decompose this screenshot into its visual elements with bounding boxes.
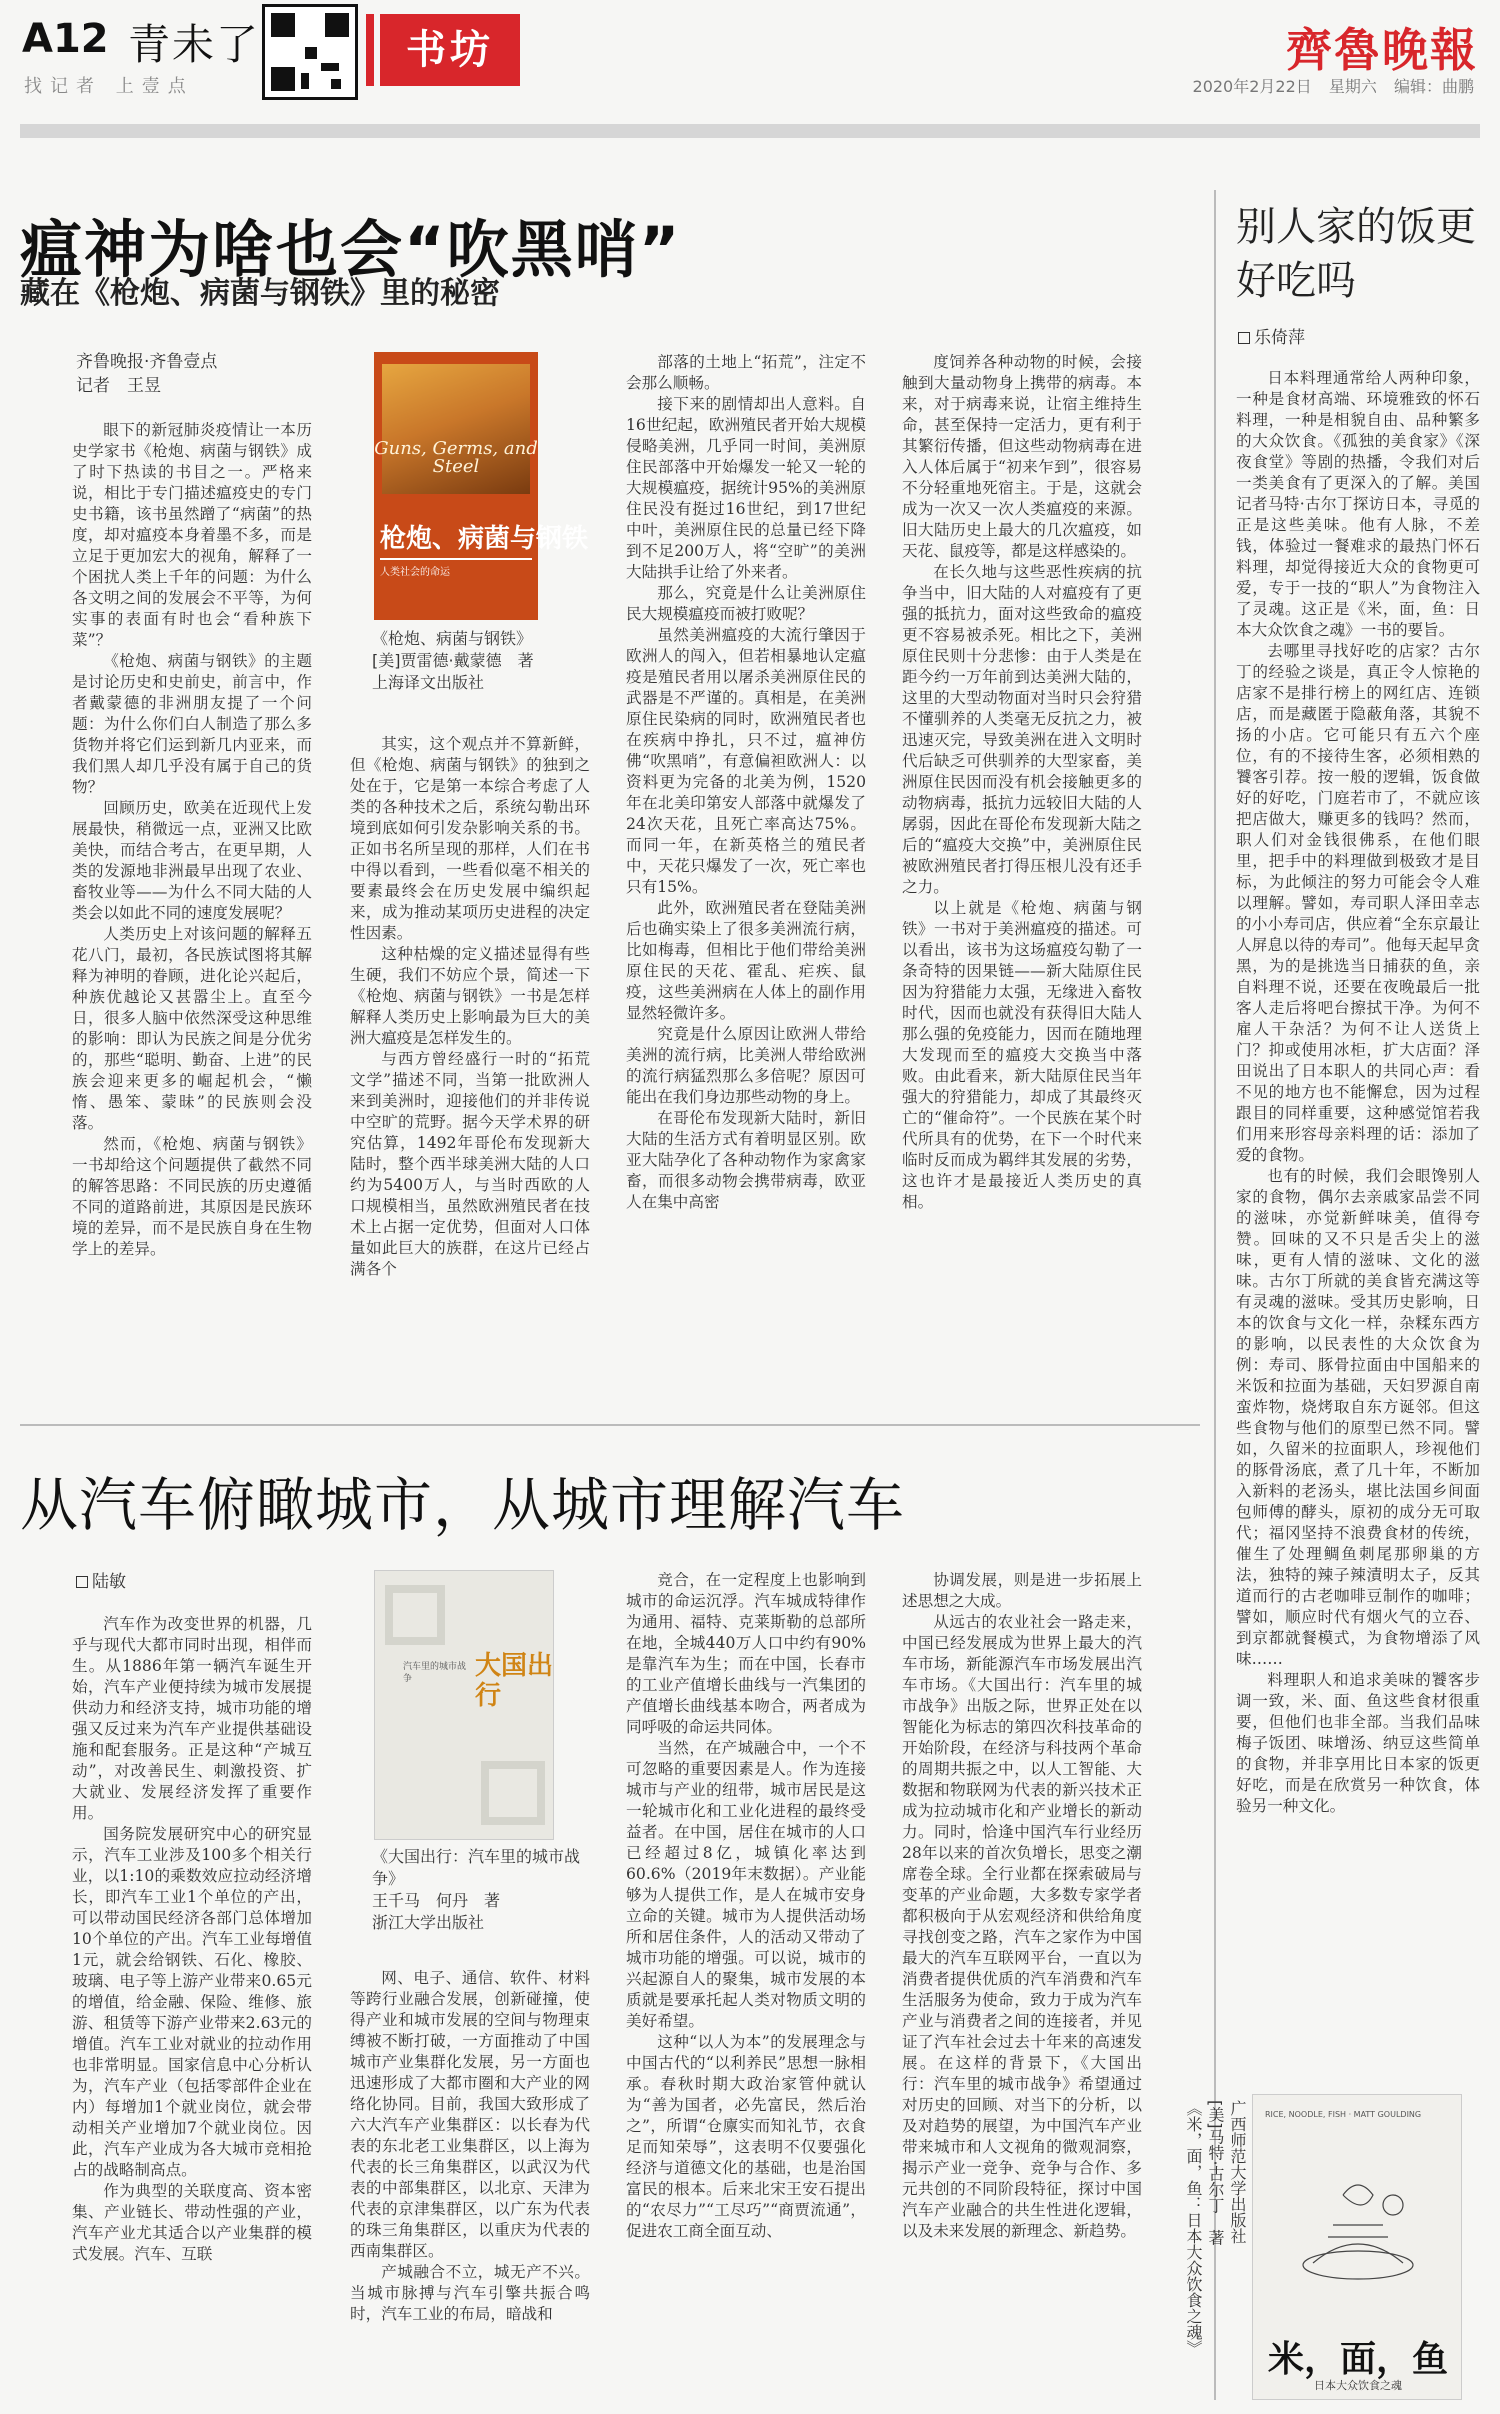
- book-caption-publisher: 浙江大学出版社: [372, 1913, 485, 1932]
- book-caption-title: 《枪炮、病菌与钢铁》: [372, 629, 533, 648]
- book-caption-author: [美]马特·古尔丁 著: [1206, 2100, 1225, 2246]
- paragraph: 部落的土地上“拓荒”，注定不会那么顺畅。: [626, 353, 866, 392]
- article3-book-caption: [1182, 2100, 1248, 2400]
- article3-byline-name: 乐倚萍: [1254, 328, 1305, 348]
- paragraph: 汽车作为改变世界的机器，几乎与现代大都市同时出现，相伴而生。从1886年第一辆汽车诞生开始，汽车产业便持续为城市发展提供动力和经济支持，城市功能的增强又反过来为汽车产业提供基础设施和配套服务。正是这种“产城互动”，对改善民生、刺激投资、扩大就业、发展经济发挥了重要作用。: [72, 1615, 312, 1822]
- article1-column-2: [350, 734, 590, 1410]
- paragraph: 然而，《枪炮、病菌与钢铁》一书却给这个问题提供了截然不同的解答思路：不同民族的历史遵循不同的道路前进，其原因是民族环境的差异，而不是民族自身在生物学上的差异。: [72, 1135, 312, 1258]
- paragraph: 那么，究竟是什么让美洲原住民大规模瘟疫而被打败呢？: [626, 584, 866, 623]
- article2-book-caption: [372, 1846, 592, 1934]
- article2-column-2: [350, 1968, 590, 2404]
- paragraph: 其实，这个观点并不算新鲜，但《枪炮、病菌与钢铁》的独到之处在于，它是第一本综合考虑了人类的各种技术之后，系统勾勒出环境到底如何引发杂影响关系的书。正如书名所呈现的那样，人们在书中得以看到，一些看似毫不相关的要素最终会在历史发展中编织起来，成为推动某项历史进程的决定性因素。: [350, 735, 590, 942]
- paragraph: 在哥伦布发现新大陆时，新旧大陆的生活方式有着明显区别。欧亚大陆孕化了各种动物作为家禽家畜，而很多动物会携带病毒，欧亚人在集中高密: [626, 1109, 866, 1211]
- article3-title: 别人家的饭更好吃吗: [1236, 204, 1476, 304]
- book-caption-publisher: 上海译文出版社: [372, 673, 485, 692]
- paragraph: 产城融合不立，城无产不兴。当城市脉搏与汽车引擎共振合鸣时，汽车工业的布局，暗战和: [350, 2263, 590, 2323]
- paragraph: 这种枯燥的定义描述显得有些生硬，我们不妨应个景，简述一下《枪炮、病菌与钢铁》一书是怎样解释人类历史上影响最为巨大的美洲大瘟疫是怎样发生的。: [350, 945, 590, 1047]
- paragraph: 作为典型的关联度高、资本密集、产业链长、带动性强的产业，汽车产业尤其适合以产业集群的模式发展。汽车、互联: [72, 2182, 312, 2263]
- paragraph: 究竟是什么原因让欧洲人带给美洲的流行病，比美洲人带给欧洲的流行病猛烈那么多倍呢？原因可能出在我们身边那些动物的身上。: [626, 1025, 866, 1106]
- paragraph: 协调发展，则是进一步拓展上述思想之大成。: [902, 1571, 1142, 1610]
- book-caption-author: [美]贾雷德·戴蒙德 著: [372, 651, 534, 670]
- issue-date: 2020年2月22日: [1192, 77, 1312, 96]
- book-cover-sketch: [1283, 2155, 1433, 2305]
- book-cover-subtitle: 日本大众饮食之魂: [1314, 2379, 1402, 2392]
- book-caption-title: 《大国出行：汽车里的城市战争》: [372, 1847, 581, 1888]
- article1-column-1: [72, 420, 312, 1410]
- paragraph: 料理职人和追求美味的饕客步调一致，米、面、鱼这些食材很重要，但他们也非全部。当我们品味梅子饭团、味增汤、纳豆这些简单的食物，并非享用比日本家的饭更好吃，而是在欣赏另一种饮食，体验另一种文化。: [1236, 1671, 1480, 1815]
- article2-column-3: [626, 1570, 866, 2404]
- article1-column-4: [902, 352, 1142, 1410]
- paragraph: 这种“以人为本”的发展理念与中国古代的“以利养民”思想一脉相承。春秋时期大政治家管仲就认为“善为国者，必先富民，然后治之”，所谓“仓廪实而知礼节，衣食足而知荣辱”，这表明不仅要强化经济与道德文化的基础，也是治国富民的根本。后来北宋王安石提出的“农尽力”“工尽巧”“商贾流通”，促进农工商全面互动、: [626, 2033, 866, 2240]
- book-caption-title: 《米，面，鱼：日本大众饮食之魂》: [1184, 2100, 1203, 2356]
- article1-byline-reporter: 记者 王昱: [76, 376, 161, 396]
- article2-column-4: [902, 1570, 1142, 2404]
- article2-column-1: [72, 1614, 312, 2404]
- paragraph: 与西方曾经盛行一时的“拓荒文学”描述不同，当第一批欧洲人来到美洲时，迎接他们的并非传说中空旷的荒野。据今天学术界的研究估算，1492年哥伦布发现新大陆时，整个西半球美洲大陆的人口约为5400万人，与当时西欧的人口规模相当，虽然欧洲殖民者在技术上占据一定优势，但面对人口体量如此巨大的族群，在这片已经占满各个: [350, 1050, 590, 1278]
- paragraph: 眼下的新冠肺炎疫情让一本历史学家书《枪炮、病菌与钢铁》成了时下热读的书目之一。严格来说，相比于专门描述瘟疫史的专门史书籍，该书虽然蹭了“病菌”的热度，却对瘟疫本身着墨不多，而是立足于更加宏大的视角，解释了一个困扰人类上千年的问题：为什么各文明之间的发展会不平等，为何实事的表面有时也会“看种族下菜”？: [72, 421, 312, 649]
- article1-title: 瘟神为啥也会“吹黑哨”: [20, 213, 682, 286]
- article1-subtitle: 藏在《枪炮、病菌与钢铁》里的秘密: [20, 276, 500, 311]
- paragraph: 也有的时候，我们会眼馋别人家的食物，偶尔去亲戚家品尝不同的滋味，亦觉新鲜味美，值得夸赞。回味的又不只是舌尖上的滋味，更有人情的滋味、文化的滋味。古尔丁所就的美食皆充满这等有灵魂的滋味。受其历史影响，日本的饮食与文化一样，杂糅东西方的影响，以民表性的大众饮食为例：寿司、豚骨拉面由中国船来的米饭和拉面为基础，天妇罗源自南蛮炸物，烧烤取自东方诞邻。但这些食物与他们的原型已然不同。譬如，久留米的拉面职人，珍视他们的豚骨汤底，煮了几十年，不断加入新料的老汤头，堪比法国乡间面包师傅的酵头，原初的成分无可取代；福冈坚持不浪费食材的传统，催生了处理鲷鱼刺尾那卵巢的方法，独特的辣子辣漬明太子，反其道而行的古老咖啡豆制作的咖啡；譬如，顺应时代有烟火气的立吞、到京都就餐模式，为食物增添了风味……: [1236, 1167, 1480, 1668]
- paragraph: 此外，欧洲殖民者在登陆美洲后也确实染上了很多美洲流行病，比如梅毒，但相比于他们带给美洲原住民的天花、霍乱、疟疾、鼠疫，这些美洲病在人体上的副作用显然轻微许多。: [626, 899, 866, 1022]
- book-cover-cn-title: 枪炮、病菌与钢铁: [380, 524, 589, 554]
- header-divider: [20, 124, 1480, 138]
- paragraph: 日本料理通常给人两种印象，一种是食材高端、环境雅致的怀石料理，一种是相貌自由、品种繁多的大众饮食。《孤独的美食家》《深夜食堂》等剧的热播，令我们对后一类美食有了更深入的了解。美国记者马特·古尔丁探访日本，寻觅的正是这些美味。他有人脉，不差钱，体验过一餐难求的最热门怀石料理，却觉得接近大众的食物更可爱，专于一技的“职人”为食物注入了灵魂。这正是《米，面，鱼：日本大众饮食之魂》一书的要旨。: [1236, 369, 1480, 639]
- paragraph: 回顾历史，欧美在近现代上发展最快，稍微远一点，亚洲又比欧美快，而结合考古，在更早期，人类的发源地非洲最早出现了农业、畜牧业等——为什么不同大陆的人类会以如此不同的速度发展呢？: [72, 799, 312, 922]
- article3-byline: [1238, 326, 1305, 350]
- paragraph: 去哪里寻找好吃的店家？古尔丁的经验之谈是，真正令人惊艳的店家不是排行榜上的网红店、连锁店，而是藏匿于隐蔽角落，其貌不扬的小店。它可能只有五六个座位，有的不接待生客，必须相熟的饕客引荐。按一般的逻辑，饭食做好的好吃，门庭若市了，不就应该把店做大，赚更多的钱吗？然而，职人们对金钱很佛系，在他们眼里，把手中的料理做到极致才是目标，为此倾注的努力可能会令人难以理解。譬如，寿司职人泽田幸志的小小寿司店，供应着“全东京最让人屏息以待的寿司”。他每天起早贪黑，为的是挑选当日捕获的鱼，亲自料理不说，还要在夜晚最后一批客人走后将吧台擦拭干净。为何不雇人干杂活？为何不让人送货上门？抑或使用冰柜，扩大店面？泽田说出了日本职人的共同心声：看不见的地方也不能懈怠，因为过程跟目的同样重要，这种感觉馆若我们用来形容母亲料理的话：添加了爱的食物。: [1236, 642, 1480, 1164]
- page-subtitle: 找记者 上壹点: [24, 76, 194, 97]
- paragraph: 《枪炮、病菌与钢铁》的主题是讨论历史和史前史，前言中，作者戴蒙德的非洲朋友提了一个问题：为什么你们白人制造了那么多货物并将它们运到新几内亚来，而我们黑人却几乎没有属于自己的货物？: [72, 652, 312, 796]
- page-name: 青未了: [128, 20, 261, 69]
- paragraph: 以上就是《枪炮、病菌与钢铁》一书对于美洲瘟疫的描述。可以看出，该书为这场瘟疫勾勒了一条奇特的因果链——新大陆原住民因为狩猎能力太强，无缘进入畜牧时代，因而也就没有获得旧大陆人那么强的免疫能力，因而在随地理大发现而至的瘟疫大交换当中落败。由此看来，新大陆原住民当年强大的狩猎能力，却成了其最终灭亡的“催命符”。一个民族在某个时代所具有的优势，在下一个时代来临时反而成为羁绊其发展的劣势，这也许才是最接近人类历史的真相。: [902, 899, 1142, 1211]
- article1-book-caption: [372, 628, 612, 694]
- article1-byline: [76, 350, 217, 398]
- article3-book-cover: [1252, 2094, 1462, 2400]
- paragraph: 虽然美洲瘟疫的大流行肇因于欧洲人的闯入，但若相暴地认定瘟疫是殖民者用以屠杀美洲原住民的武器是不严谨的。真相是，在美洲原住民染病的同时，欧洲殖民者也在疾病中挣扎，只不过，瘟神仿佛“吹黑哨”，有意偏袒欧洲人：以资料更为完备的北美为例，1520年在北美印第安人部落中就爆发了24次天花，且死亡率高达75%。而同一年，在新英格兰的殖民者中，天花只爆发了一次，死亡率也只有15%。: [626, 626, 866, 896]
- book-cover-subtitle: 汽车里的城市战争: [403, 1662, 467, 1684]
- paragraph: 国务院发展研究中心的研究显示，汽车工业涉及100多个相关行业，以1:10的乘数效应拉动经济增长，即汽车工业1个单位的产出，可以带动国民经济各部门总体增加10个单位的产出。汽车工业每增值1元，就会给钢铁、石化、橡胶、玻璃、电子等上游产业带来0.65元的增值，给金融、保险、维修、旅游、租赁等下游产业带来2.63元的增值。汽车工业对就业的拉动作用也非常明显。国家信息中心分析认为，汽车产业（包括零部件企业在内）每增加1个就业岗位，就会带动相关产业增加7个就业岗位。因此，汽车产业成为各大城市竞相抢占的战略制高点。: [72, 1825, 312, 2179]
- qr-code-icon: [262, 4, 358, 100]
- issue-meta: [1193, 74, 1474, 97]
- article2-title: 从汽车俯瞰城市，从城市理解汽车: [20, 1471, 906, 1539]
- paragraph: 从远古的农业社会一路走来，中国已经发展成为世界上最大的汽车市场，新能源汽车市场发展出汽车市场。《大国出行：汽车里的城市战争》出版之际，世界正处在以智能化为标志的第四次科技革命的开始阶段，在经济与科技两个革命的周期共振之中，以人工智能、大数据和物联网为代表的新兴技术正成为拉动城市化和产业增长的新动力。同时，恰逢中国汽车行业经历28年以来的首次负增长，思变之潮席卷全球。全行业都在探索破局与变革的产业命题，大多数专家学者都积极向于从宏观经济和供给角度寻找创变之路，汽车之家作为中国最大的汽车互联网平台，一直以为消费者提供优质的汽车消费和汽车生活服务为使命，致力于成为汽车产业与消费者之间的连接者，并见证了汽车社会过去十年来的高速发展。在这样的背景下，《大国出行：汽车里的城市战争》希望通过对历史的回顾、对当下的分析，以及对趋势的展望，为中国汽车产业带来城市和人文视角的微观洞察，揭示产业一竞争、竞争与合作、多元共创的不同阶段特征，探讨中国汽车产业融合的共生性进化逻辑，以及未来发展的新理念、新趋势。: [902, 1613, 1142, 2240]
- book-cover-en: RICE, NOODLE, FISH · MATT GOULDING: [1265, 2110, 1422, 2119]
- article1-column-3: [626, 352, 866, 1410]
- paragraph: 当然，在产城融合中，一个不可忽略的重要因素是人。作为连接城市与产业的纽带，城市居民是这一轮城市化和工业化进程的最终受益者。在中国，居住在城市的人口已经超过8亿，城镇化率达到60.6%（2019年末数据）。产业能够为人提供工作，是人在城市安身立命的关键。城市为人提供活动场所和居住条件，人的活动又带动了城市功能的增强。可以说，城市的兴起源自人的聚集，城市发展的本质就是要承托起人类对物质文明的美好希望。: [626, 1739, 866, 2030]
- book-cover-en-title: Guns, Germs, and Steel: [374, 438, 538, 477]
- section-tag: 书坊: [380, 14, 520, 86]
- issue-editor: 编辑：曲鹏: [1393, 77, 1474, 96]
- article1-byline-org: 齐鲁晚报·齐鲁壹点: [76, 352, 218, 372]
- book-caption-publisher: 广西师范大学出版社: [1228, 2100, 1247, 2244]
- issue-weekday: 星期六: [1328, 77, 1377, 96]
- paragraph: 竞合，在一定程度上也影响到城市的命运沉浮。汽车城成特律作为通用、福特、克莱斯勒的总部所在地，全城440万人口中约有90%是靠汽车为生；而在中国，长春市的工业产值增长曲线与一汽集团的产值增长曲线基本吻合，两者成为同呼吸的命运共同体。: [626, 1571, 866, 1736]
- article2-byline: [76, 1570, 126, 1594]
- masthead: [0, 0, 1500, 120]
- paragraph: 在长久地与这些恶性疾病的抗争当中，旧大陆的人对瘟疫有了更强的抵抗力，面对这些致命的瘟疫更不容易被杀死。相比之下，美洲原住民则十分悲惨：由于人类是在距今约一万年前到达美洲大陆的，这里的大型动物面对当时只会狩猎不懂驯养的人类毫无反抗之力，被迅速灭完，导致美洲在进入文明时代后缺乏可供驯养的大型家畜，美洲原住民因而没有机会接触更多的动物病毒，抵抗力远较旧大陆的人孱弱，因此在哥伦布发现新大陆之后的“瘟疫大交换”中，美洲原住民被欧洲殖民者打得压根儿没有还手之力。: [902, 563, 1142, 896]
- paragraph: 接下来的剧情却出人意料。自16世纪起，欧洲殖民者开始大规模侵略美洲，几乎同一时间，美洲原住民部落中开始爆发一轮又一轮的大规模瘟疫，据统计95%的美洲原住民没有挺过16世纪，到17世纪中叶，美洲原住民的总量已经下降到不足200万人，将“空旷”的美洲大陆拱手让给了外来者。: [626, 395, 866, 581]
- article2-byline-name: 陆敏: [92, 1572, 126, 1592]
- book-caption-author: 王千马 何丹 著: [372, 1891, 501, 1910]
- column-divider: [1214, 190, 1216, 2400]
- paragraph: 人类历史上对该问题的解释五花八门，最初，各民族试图将其解释为神明的眷顾，进化论兴起后，种族优越论又甚嚣尘上。直至今日，很多人脑中依然深受这种思维的影响：即认为民族之间是分优劣的，那些“聪明、勤奋、上进”的民族会迎来更多的崛起机会，“懒惰、愚笨、蒙昧”的民族则会没落。: [72, 925, 312, 1132]
- article1-book-cover: [374, 352, 589, 620]
- paragraph: 网、电子、通信、软件、材料等跨行业融合发展，创新碰撞，使得产业和城市发展的空间与物理束缚被不断打破，一方面推动了中国城市产业集群化发展，另一方面也迅速形成了大都市圈和大产业的网络化协同。目前，我国大致形成了六大汽车产业集群区：以长春为代表的东北老工业集群区，以上海为代表的长三角集群区，以武汉为代表的中部集群区，以北京、天津为代表的京津集群区，以广东为代表的珠三角集群区，以重庆为代表的西南集群区。: [350, 1969, 590, 2260]
- article2-book-cover: [374, 1570, 554, 1840]
- newspaper-logo: 齊魯晚報: [1286, 23, 1478, 77]
- article-divider: [20, 1424, 1200, 1426]
- book-cover-title: 大国出行: [475, 1651, 554, 1711]
- book-cover-title: 米，面，鱼: [1267, 2339, 1448, 2380]
- book-cover-tagline: 人类社会的命运: [380, 567, 450, 578]
- page-number: A12: [22, 16, 109, 62]
- paragraph: 度饲养各种动物的时候，会接触到大量动物身上携带的病毒。本来，对于病毒来说，让宿主维持生命，甚至保持一定活力，更有利于其繁衍传播，但这些动物病毒在进入人体后属于“初来乍到”，很容易不分轻重地死宿主。于是，这就会成为一次又一次人类瘟疫的来源。旧大陆历史上最大的几次瘟疫，如天花、鼠疫等，都是这样感染的。: [902, 353, 1142, 560]
- article3-column: [1236, 368, 1480, 2080]
